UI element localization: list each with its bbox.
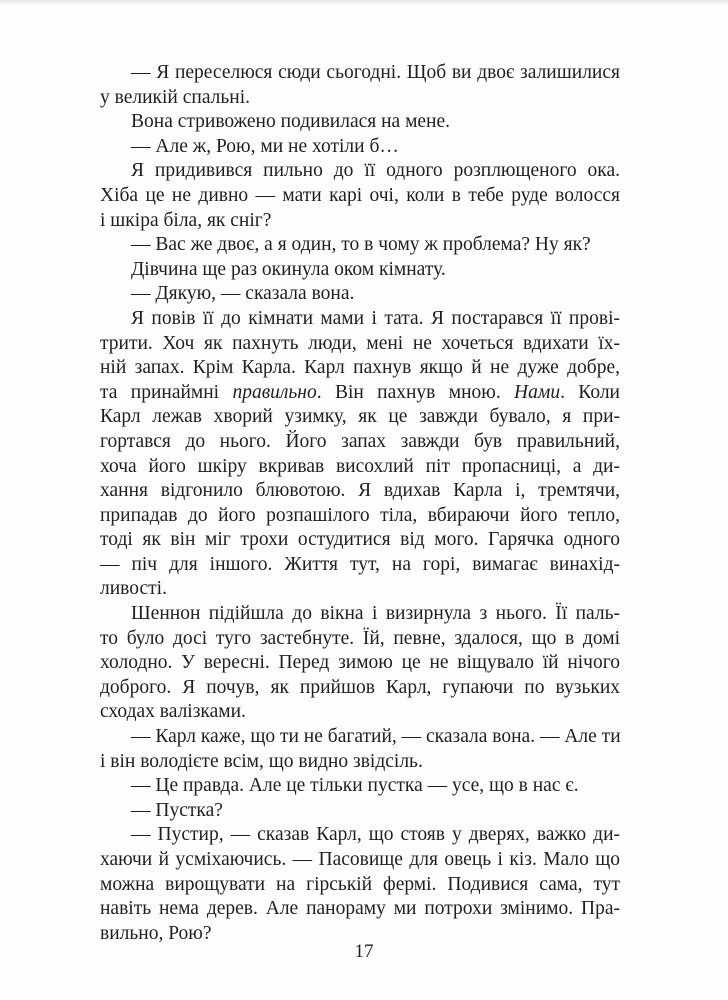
text-line: доброго. Я почув, як прийшов Карл, гупаючи по вузьких: [100, 676, 620, 698]
text-line: вильно, Рою?: [100, 922, 212, 944]
text-line: — Карл каже, що ти не багатий, — сказала вона. — Але ти: [131, 726, 621, 748]
text-line: у великій спальні.: [100, 86, 251, 108]
text-line: Дівчина ще раз окинула оком кімнату.: [131, 258, 446, 280]
text-line: Хіба це не дивно — мати карі очі, коли в тебе руде волосся: [100, 184, 620, 206]
text-line: холодно. У вересні. Перед зимою це не віщувало їй нічого: [100, 652, 620, 674]
text-line: трити. Хоч як пахнуть люди, мені не хочеться вдихати їх-: [100, 332, 620, 354]
text-line: тоді як він міг трохи остудитися від мого. Гарячка одного: [100, 529, 620, 551]
text-line: гортався до нього. Його запах завжди був правильний,: [100, 430, 620, 452]
text-line: хаючи й усміхаючись. — Пасовище для овець і кіз. Мало що: [100, 849, 620, 870]
text-line: Карл лежав хворий узимку, як це завжди бувало, я при-: [100, 406, 620, 428]
text-line: — Це правда. Але це тільки пустка — усе, що в нас є.: [131, 775, 579, 797]
text-line: ній запах. Крім Карла. Карл пахнув якщо й не дуже добре,: [100, 357, 620, 379]
text-line: можна вирощувати на гірській фермі. Подивися сама, тут: [100, 873, 620, 895]
body-text: [100, 61, 620, 946]
text-line: Шеннон підійшла до вікна і визирнула з нього. Її паль-: [131, 603, 620, 625]
text-line: — Я переселюся сюди сьогодні. Щоб ви двоє залишилися: [131, 62, 620, 83]
text-line: ливості.: [100, 578, 167, 600]
text-line: Вона стривожено подивилася на мене.: [131, 111, 451, 133]
text-line: та принаймні правильно. Він пахнув мною. Нами. Коли: [100, 381, 620, 403]
page-number: 17: [354, 941, 374, 962]
text-line: хання відгонило блювотою. Я вдихав Карла і, тремтячи,: [100, 480, 620, 502]
text-line: — Але ж, Рою, ми не хотіли б…: [131, 135, 399, 157]
text-line: — Вас же двоє, а я один, то в чому ж проблема? Ну як?: [131, 234, 591, 256]
page-top-edge: [0, 0, 728, 6]
text-line: Я повів її до кімнати мами і тата. Я постарався її прові-: [131, 307, 620, 329]
text-line: — Дякую, — сказала вона.: [131, 283, 355, 305]
text-line: — Пустка?: [131, 799, 223, 821]
text-line: — піч для іншого. Життя тут, на горі, вимагає винахід-: [100, 553, 620, 575]
text-line: і він володієте всім, що видно звідсіль.: [100, 750, 423, 772]
text-line: навіть нема дерев. Але панораму ми потрохи змінимо. Пра-: [100, 898, 620, 920]
text-line: то було досі туго застебнуте. Їй, певне, здалося, що в домі: [100, 627, 620, 649]
text-line: припадав до його розпашілого тіла, вбираючи його тепло,: [100, 504, 620, 526]
text-line: Я придивився пильно до її одного розплющеного ока.: [131, 160, 620, 182]
text-line: і шкіра біла, як сніг?: [100, 209, 272, 231]
text-line: — Пустир, — сказав Карл, що стояв у дверях, важко ди-: [131, 824, 620, 846]
text-line: хоча його шкіру вкривав висохлий піт пропасниці, а ди-: [100, 455, 620, 477]
text-line: сходах валізками.: [100, 701, 246, 723]
